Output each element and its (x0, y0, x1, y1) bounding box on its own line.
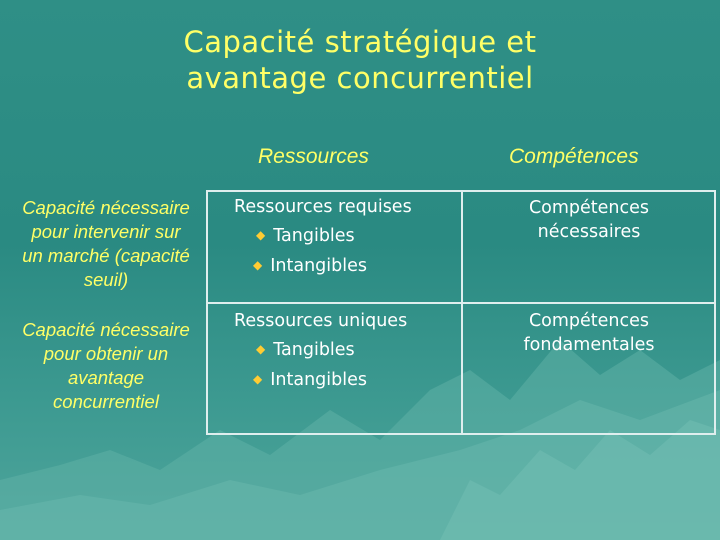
cell-ressources-requises (234, 193, 412, 282)
row-label-line: avantage (67, 367, 145, 388)
column-header-ressources: Ressources (258, 145, 369, 168)
list-item (234, 222, 412, 252)
row-label-line: Capacité nécessaire (22, 197, 190, 218)
row-label-line: pour intervenir sur (31, 221, 181, 242)
row-label-line: Capacité nécessaire (22, 319, 190, 340)
cell-competences-necessaires (464, 196, 714, 244)
table-row-divider (206, 302, 716, 304)
title-line-2: avantage concurrentiel (186, 61, 534, 95)
list-item-label: Tangibles (273, 340, 355, 360)
list-item (234, 366, 407, 396)
row-label-line: un marché (capacité (22, 245, 190, 266)
row-label-line: seuil) (83, 269, 129, 290)
list-item (234, 336, 407, 366)
slide-title (0, 24, 720, 96)
cell-text-line: Compétences (528, 198, 650, 218)
list-item-label: Intangibles (270, 256, 367, 276)
title-line-1: Capacité stratégique et (183, 25, 537, 59)
cell-text-line: fondamentales (523, 335, 655, 355)
column-header-competences: Compétences (509, 145, 639, 168)
row-label-line: pour obtenir un (43, 343, 169, 364)
cell-heading: Ressources uniques (234, 311, 408, 331)
list-item-label: Tangibles (273, 226, 355, 246)
cell-competences-fondamentales (464, 309, 714, 357)
list-item-label: Intangibles (270, 370, 367, 390)
diamond-bullet-icon: ◆ (256, 342, 266, 356)
cell-heading: Ressources requises (234, 197, 412, 217)
row-label-avantage (0, 318, 212, 414)
cell-ressources-uniques (234, 307, 407, 396)
cell-text-line: Compétences (528, 311, 650, 331)
table-column-divider (461, 190, 463, 435)
cell-text-line: nécessaires (537, 222, 641, 242)
diamond-bullet-icon: ◆ (253, 258, 263, 272)
diamond-bullet-icon: ◆ (256, 228, 266, 242)
row-label-line: concurrentiel (53, 391, 159, 412)
diamond-bullet-icon: ◆ (253, 372, 263, 386)
row-label-seuil (0, 196, 212, 292)
list-item (234, 252, 412, 282)
